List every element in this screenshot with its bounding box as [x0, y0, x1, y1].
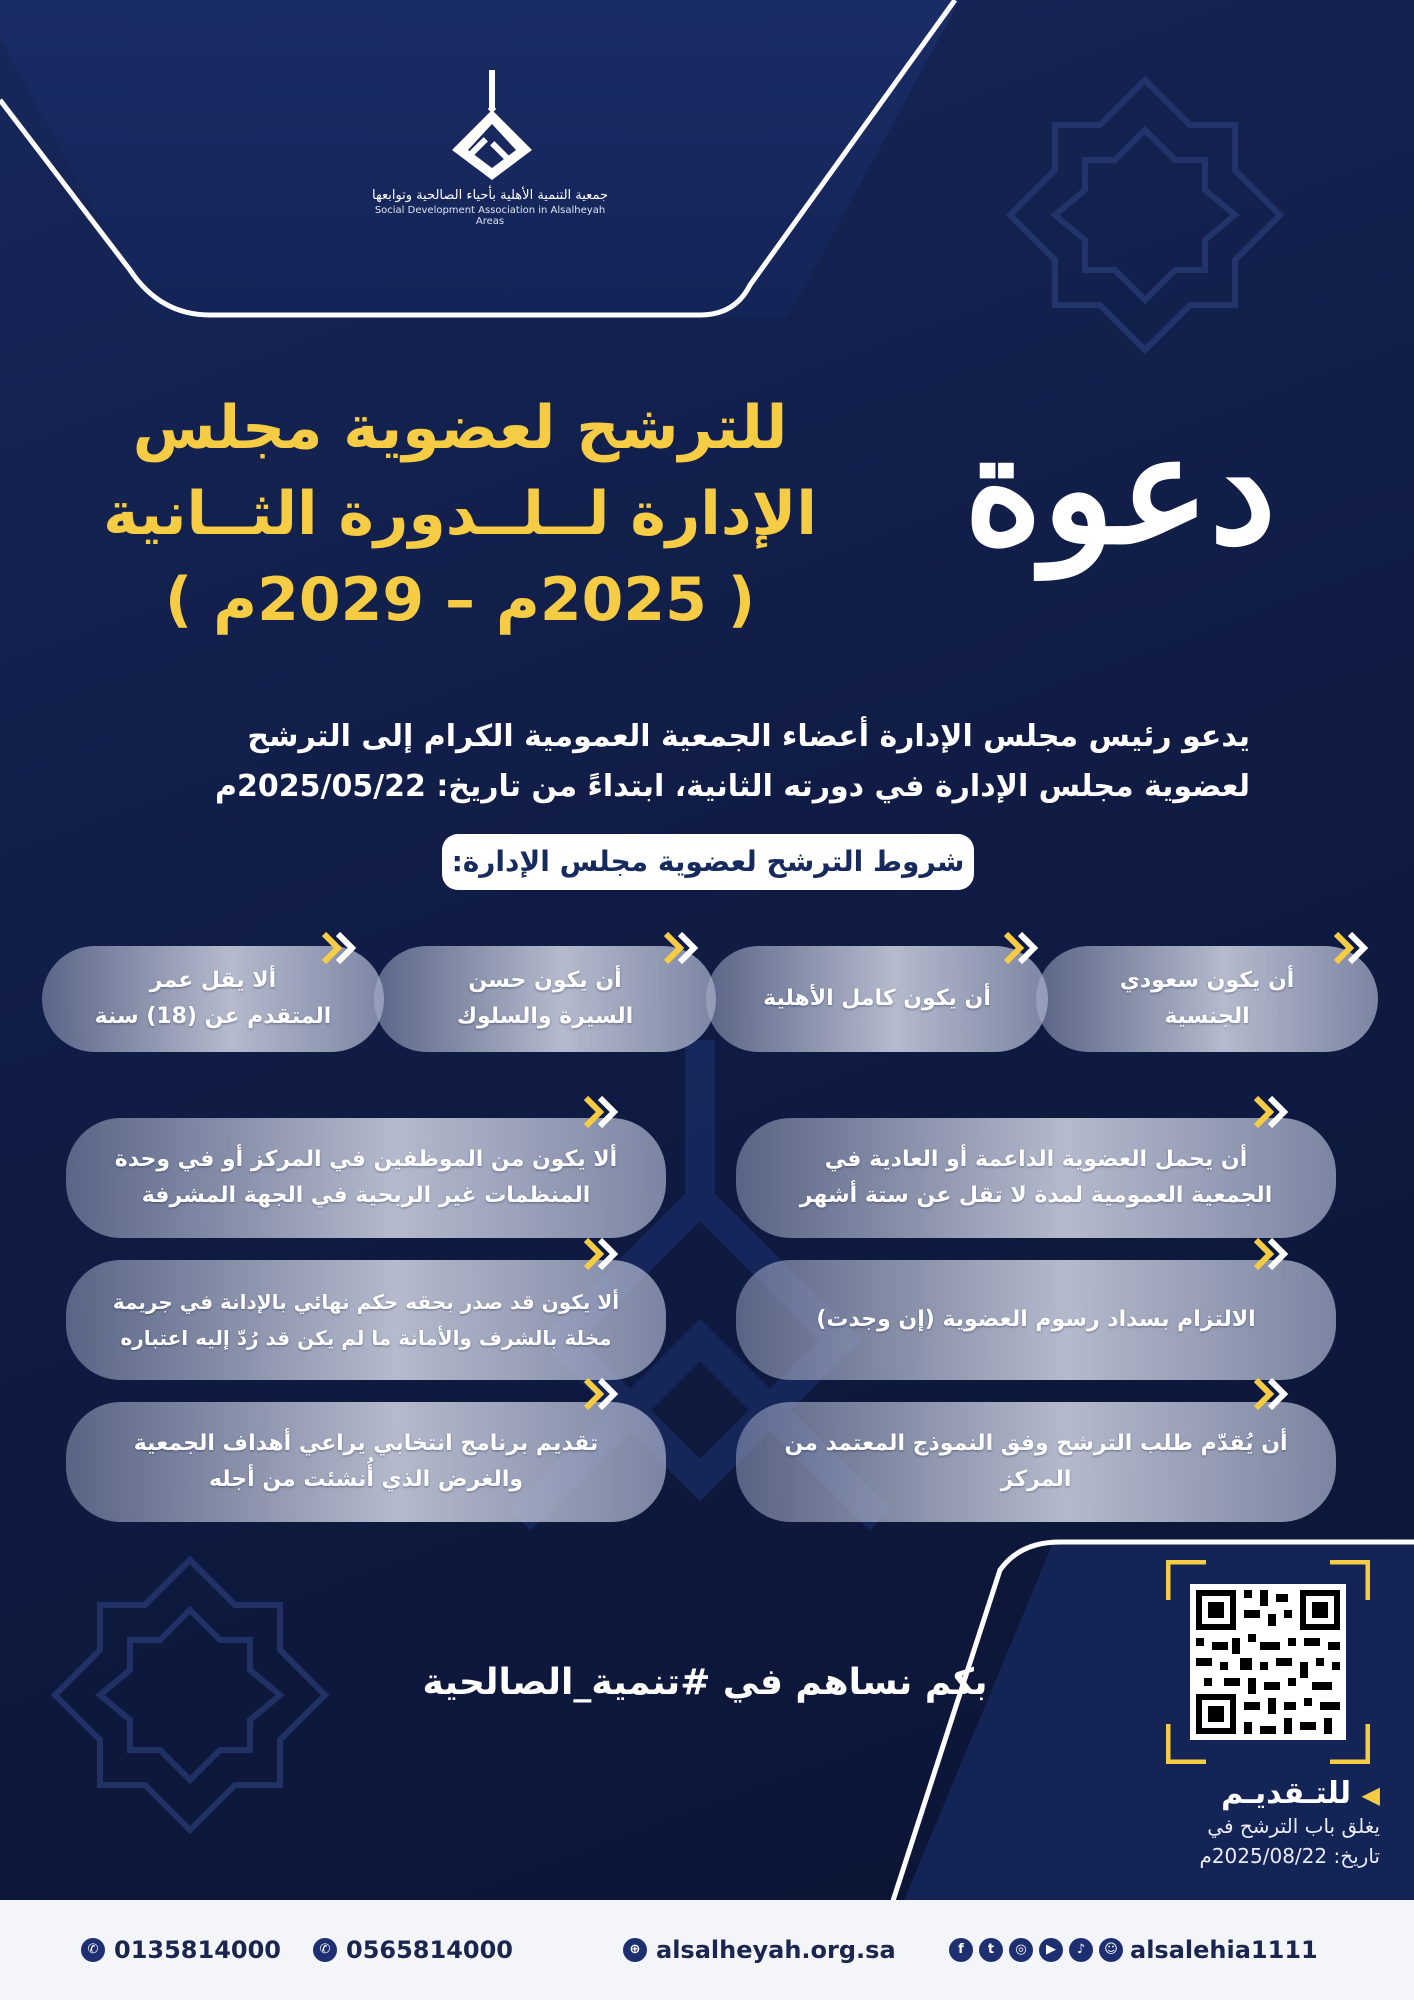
- chevron-icon: [1250, 1092, 1290, 1132]
- chevron-icon: [318, 928, 358, 968]
- condition-card-election-program: تقديم برنامج انتخابي يراعي أهداف الجمعية والغرض الذي أُنشئت من أجله: [66, 1402, 666, 1522]
- title-line-1: للترشح لعضوية مجلس: [132, 393, 788, 463]
- website-link[interactable]: [620, 1930, 896, 1970]
- logo-name-arabic: جمعية التنمية الأهلية بأحياء الصالحية وتوابعها: [371, 188, 608, 203]
- condition-card-application-form: أن يُقدّم طلب الترشح وفق النموذج المعتمد من المركز: [736, 1402, 1336, 1522]
- mobile-text[interactable]: 0565814000: [346, 1936, 513, 1964]
- whatsapp-icon: ✆: [81, 1938, 105, 1962]
- website-text[interactable]: alsalheyah.org.sa: [656, 1936, 896, 1964]
- globe-icon: ⊕: [623, 1938, 647, 1962]
- chevron-icon: [580, 1234, 620, 1274]
- condition-card-conduct: أن يكون حسن السيرة والسلوك: [374, 946, 716, 1052]
- chevron-icon: [1250, 1374, 1290, 1414]
- background-pattern-right: [980, 60, 1310, 360]
- youtube-icon[interactable]: ▶: [1039, 1938, 1063, 1962]
- chevron-icon: [1000, 928, 1040, 968]
- intro-line-2: لعضوية مجلس الإدارة في دورته الثانية، ابتداءً من تاريخ: 2025/05/22م: [215, 769, 1250, 804]
- title-line-2: الإدارة لــلــدورة الثــانية: [103, 479, 817, 549]
- condition-card-fees: الالتزام بسداد رسوم العضوية (إن وجدت): [736, 1260, 1336, 1380]
- social-links[interactable]: [946, 1930, 1318, 1970]
- phone-text[interactable]: 0135814000: [114, 1936, 281, 1964]
- condition-card-not-employee: ألا يكون من الموظفين في المركز أو في وحدة المنظمات غير الربحية في الجهة المشرفة: [66, 1118, 666, 1238]
- conditions-title: شروط الترشح لعضوية مجلس الإدارة:: [442, 834, 974, 890]
- condition-card-membership: أن يحمل العضوية الداعمة أو العادية في الجمعية العمومية لمدة لا تقل عن ستة أشهر: [736, 1118, 1336, 1238]
- title-line-3: ( 2025م – 2029م ): [164, 565, 756, 635]
- phone-number[interactable]: [78, 1930, 281, 1970]
- social-handle[interactable]: alsalehia1111: [1130, 1936, 1318, 1964]
- tiktok-icon[interactable]: ♪: [1069, 1938, 1093, 1962]
- dawah-calligraphy: دعوة: [963, 402, 1277, 578]
- intro-line-1: يدعو رئيس مجلس الإدارة أعضاء الجمعية العمومية الكرام إلى الترشح: [247, 719, 1250, 754]
- closing-date: تاريخ: 2025/08/22م: [1199, 1844, 1380, 1868]
- apply-label[interactable]: ◀ للتـقديـم: [1221, 1776, 1380, 1811]
- logo-name-english: Social Development Association in Alsalheyah Areas: [374, 205, 606, 227]
- chevron-icon: [580, 1374, 620, 1414]
- chevron-icon: [660, 928, 700, 968]
- condition-card-capacity: أن يكون كامل الأهلية: [706, 946, 1048, 1052]
- snapchat-icon[interactable]: ☺: [1099, 1938, 1123, 1962]
- chevron-icon: [580, 1092, 620, 1132]
- closing-line-1: يغلق باب الترشح في: [1207, 1814, 1380, 1838]
- play-arrow-icon: ◀: [1361, 1781, 1380, 1809]
- whatsapp-icon: ✆: [313, 1938, 337, 1962]
- apply-section: [1120, 1776, 1380, 1871]
- mobile-number[interactable]: [310, 1930, 513, 1970]
- qr-code[interactable]: [1190, 1584, 1346, 1740]
- logo-mark-icon: [435, 70, 545, 180]
- slogan-hashtag: بكم نساهم في #تنمية_الصالحية: [422, 1662, 988, 1703]
- condition-card-no-conviction: ألا يكون قد صدر بحقه حكم نهائي بالإدانة في جريمة مخلة بالشرف والأمانة ما لم يكن قد رُدّ إليه اعتباره: [66, 1260, 666, 1380]
- condition-card-nationality: أن يكون سعودي الجنسية: [1036, 946, 1378, 1052]
- invitation-title: [80, 385, 840, 643]
- chevron-icon: [1250, 1234, 1290, 1274]
- footer-bar: [0, 1900, 1414, 2000]
- background-pattern-left: [0, 1540, 380, 1900]
- chevron-icon: [1330, 928, 1370, 968]
- instagram-icon[interactable]: ◎: [1009, 1938, 1033, 1962]
- twitter-icon[interactable]: t: [979, 1938, 1003, 1962]
- facebook-icon[interactable]: f: [949, 1938, 973, 1962]
- association-logo: [370, 70, 610, 260]
- condition-card-age: ألا يقل عمر المتقدم عن (18) سنة: [42, 946, 384, 1052]
- intro-paragraph: [130, 712, 1250, 812]
